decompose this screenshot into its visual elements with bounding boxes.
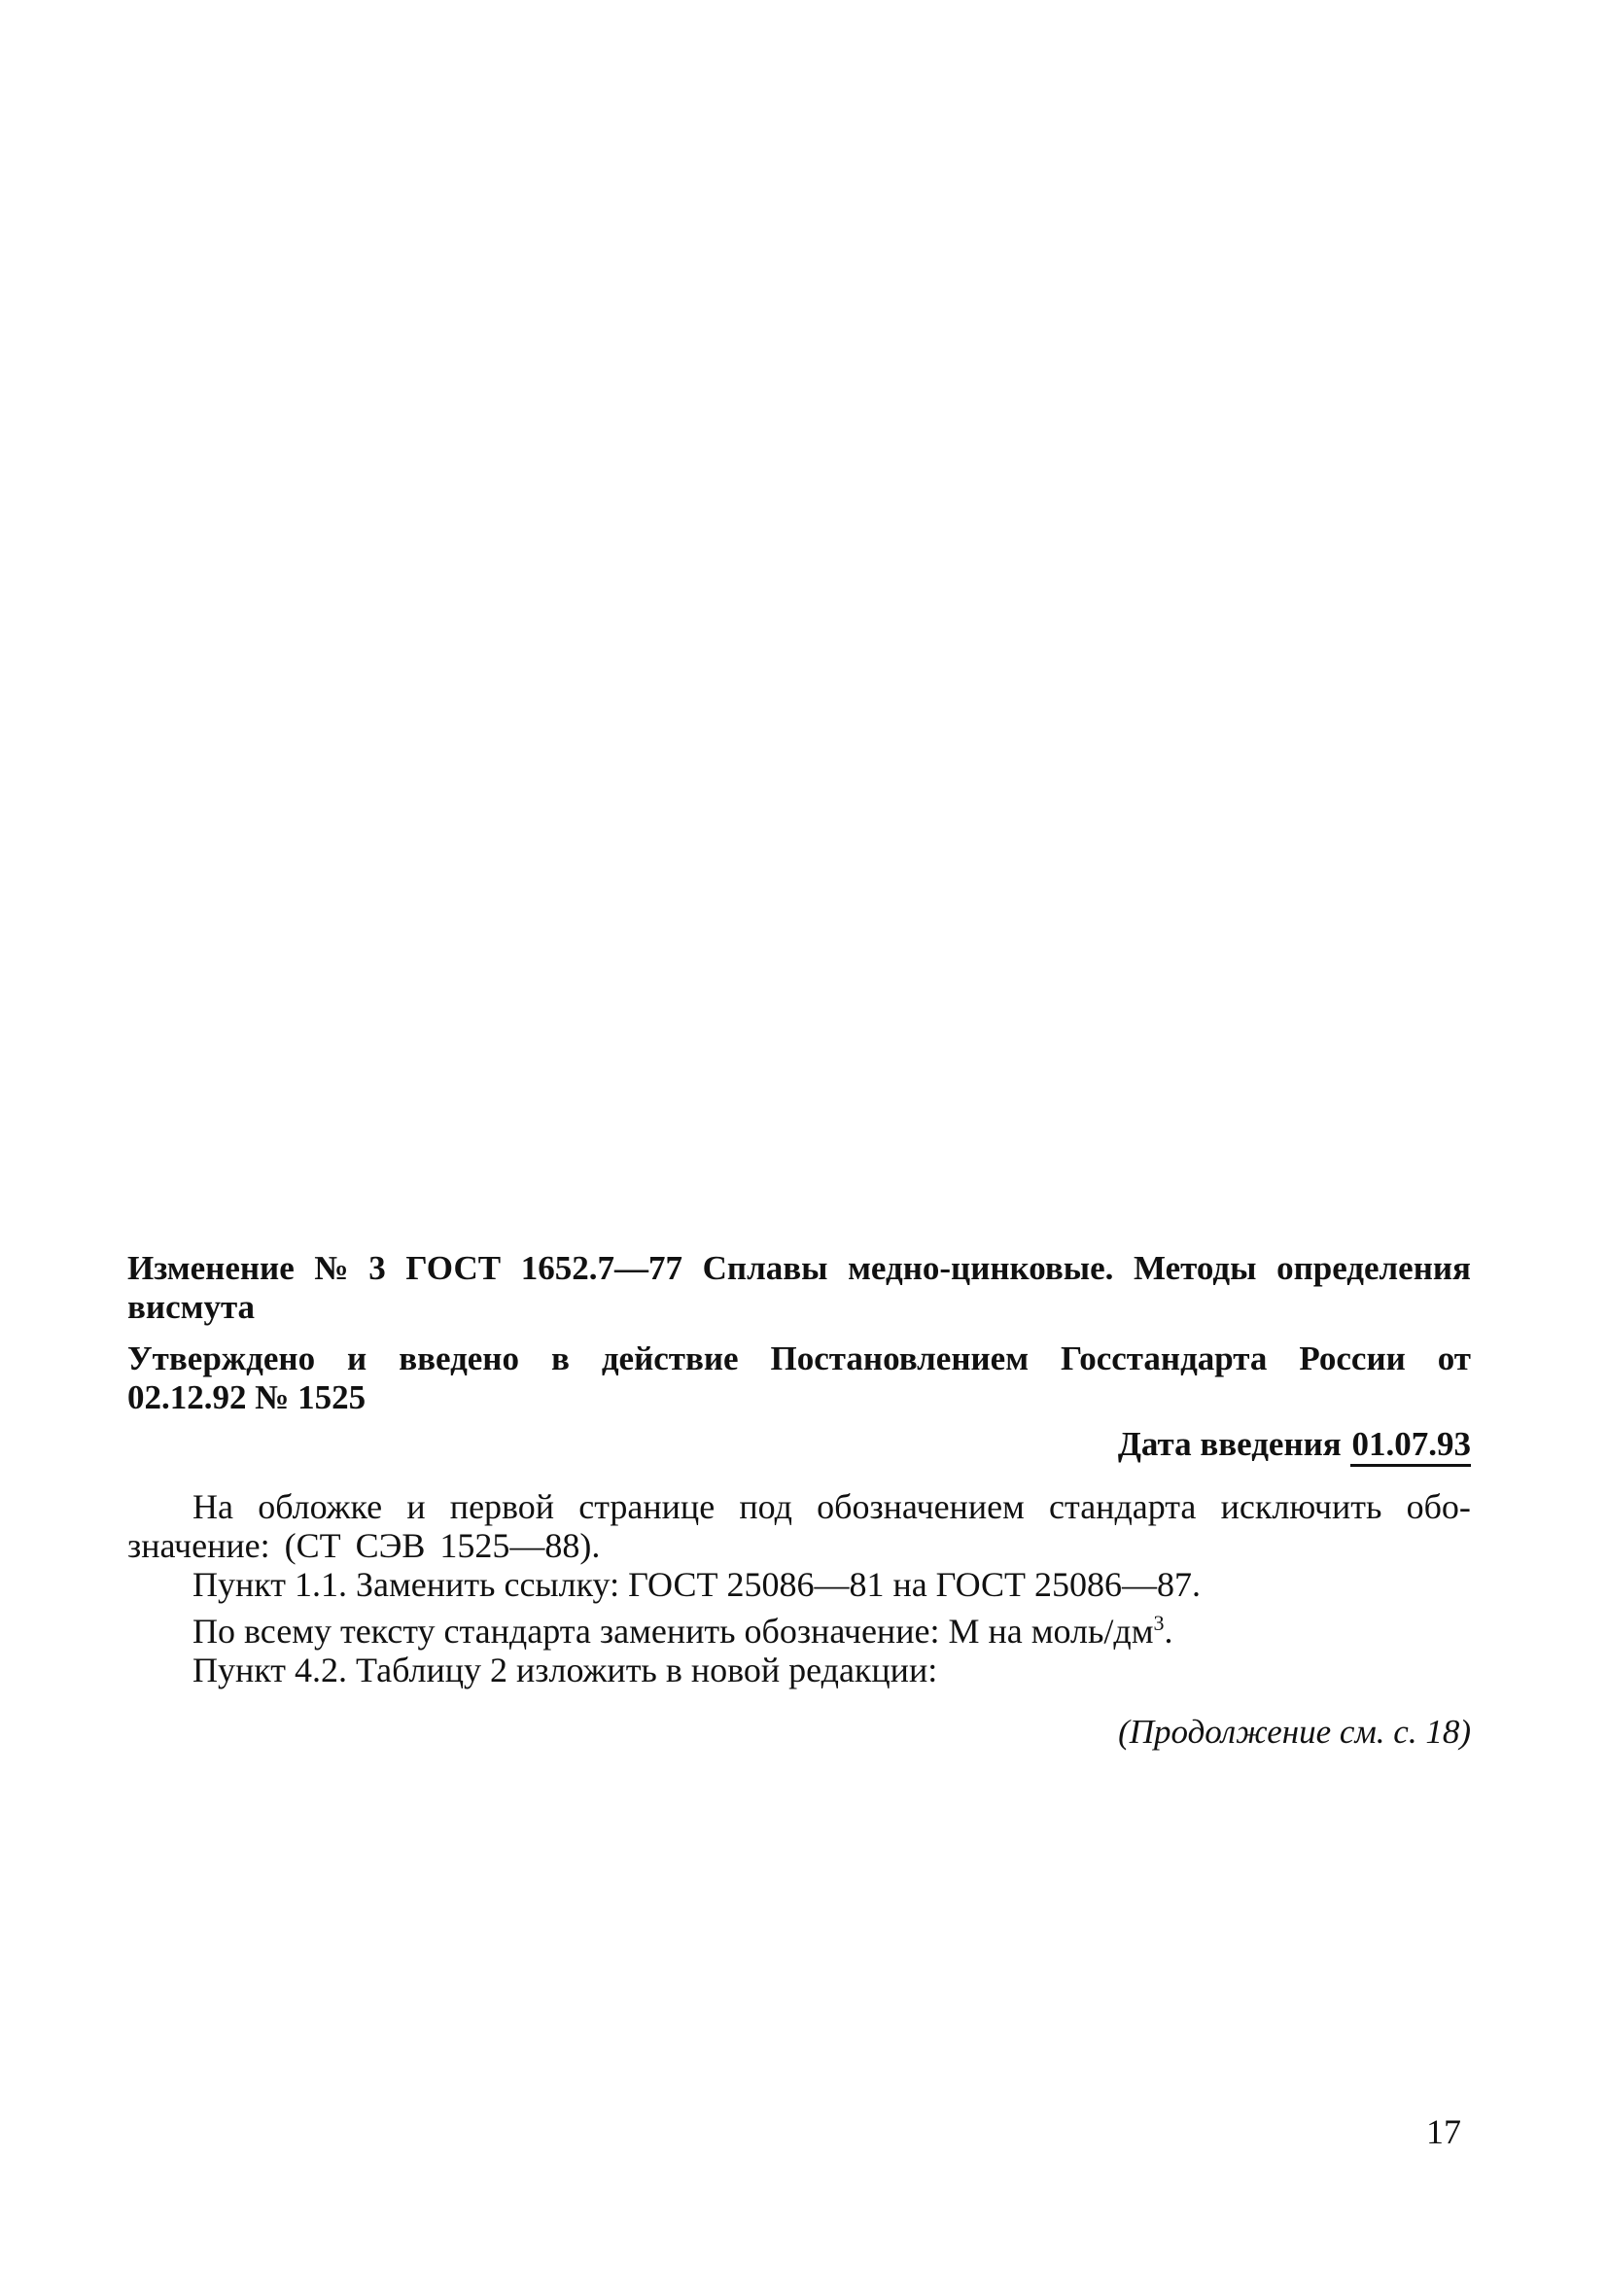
title-word: Методы bbox=[1134, 1249, 1257, 1287]
body-word: первой bbox=[449, 1487, 555, 1526]
page-number: 17 bbox=[1426, 2112, 1461, 2151]
approval-date-number: 02.12.92 № 1525 bbox=[127, 1378, 367, 1416]
amendment-body bbox=[127, 1487, 1471, 1752]
body-word: стандарта bbox=[1049, 1487, 1197, 1526]
body-word: странице bbox=[578, 1487, 716, 1526]
body-paragraph-4: Пункт 4.2. Таблицу 2 изложить в новой редакции: bbox=[192, 1651, 938, 1689]
title-word: Изменение bbox=[127, 1249, 295, 1287]
body-paragraph-3 bbox=[127, 1604, 1471, 1651]
effective-date-value: 01.07.93 bbox=[1350, 1425, 1472, 1467]
title-word: определения bbox=[1276, 1249, 1471, 1287]
amendment-title bbox=[127, 1249, 1471, 1327]
approval-word: Постановлением bbox=[770, 1339, 1030, 1377]
approval-word: действие bbox=[601, 1339, 739, 1377]
amendment-title-line-2: висмута bbox=[127, 1288, 256, 1326]
approval-statement bbox=[127, 1339, 1471, 1464]
approval-word: и bbox=[347, 1339, 367, 1377]
approval-line-1 bbox=[127, 1339, 1471, 1378]
continuation-note: (Продолжение см. с. 18) bbox=[1118, 1713, 1471, 1751]
body-paragraph-3-text: По всему тексту стандарта заменить обозначение: М на моль/дм bbox=[192, 1612, 1154, 1651]
effective-date-label: Дата введения bbox=[1117, 1425, 1342, 1463]
amendment-title-line-1 bbox=[127, 1249, 1471, 1288]
body-word: исключить bbox=[1220, 1487, 1382, 1526]
body-paragraph-2: Пункт 1.1. Заменить ссылку: ГОСТ 25086—81 на ГОСТ 25086—87. bbox=[192, 1565, 1202, 1604]
approval-word: Госстандарта bbox=[1061, 1339, 1268, 1377]
body-word: обозначением bbox=[817, 1487, 1025, 1526]
title-word: Сплавы bbox=[702, 1249, 828, 1287]
title-word: № bbox=[314, 1249, 349, 1287]
title-word: 3 bbox=[368, 1249, 386, 1287]
effective-date bbox=[127, 1425, 1471, 1464]
body-paragraph-3-end: . bbox=[1164, 1612, 1173, 1651]
approval-word: России bbox=[1299, 1339, 1406, 1377]
approval-word: от bbox=[1437, 1339, 1471, 1377]
approval-word: Утверждено bbox=[127, 1339, 316, 1377]
body-word: обложке bbox=[258, 1487, 383, 1526]
unit-superscript: 3 bbox=[1153, 1611, 1165, 1635]
body-word: обо- bbox=[1406, 1487, 1471, 1526]
body-word: На bbox=[192, 1487, 233, 1526]
approval-word: в bbox=[550, 1339, 570, 1377]
approval-word: введено bbox=[399, 1339, 519, 1377]
title-word: ГОСТ bbox=[405, 1249, 502, 1287]
title-word: медно-цинковые. bbox=[848, 1249, 1114, 1287]
body-word: и bbox=[406, 1487, 426, 1526]
body-paragraph-1-line-1 bbox=[127, 1487, 1471, 1526]
body-word: под bbox=[739, 1487, 792, 1526]
body-paragraph-1-line-2: значение: (СТ СЭВ 1525—88). bbox=[127, 1526, 601, 1565]
title-word: 1652.7—77 bbox=[520, 1249, 682, 1287]
